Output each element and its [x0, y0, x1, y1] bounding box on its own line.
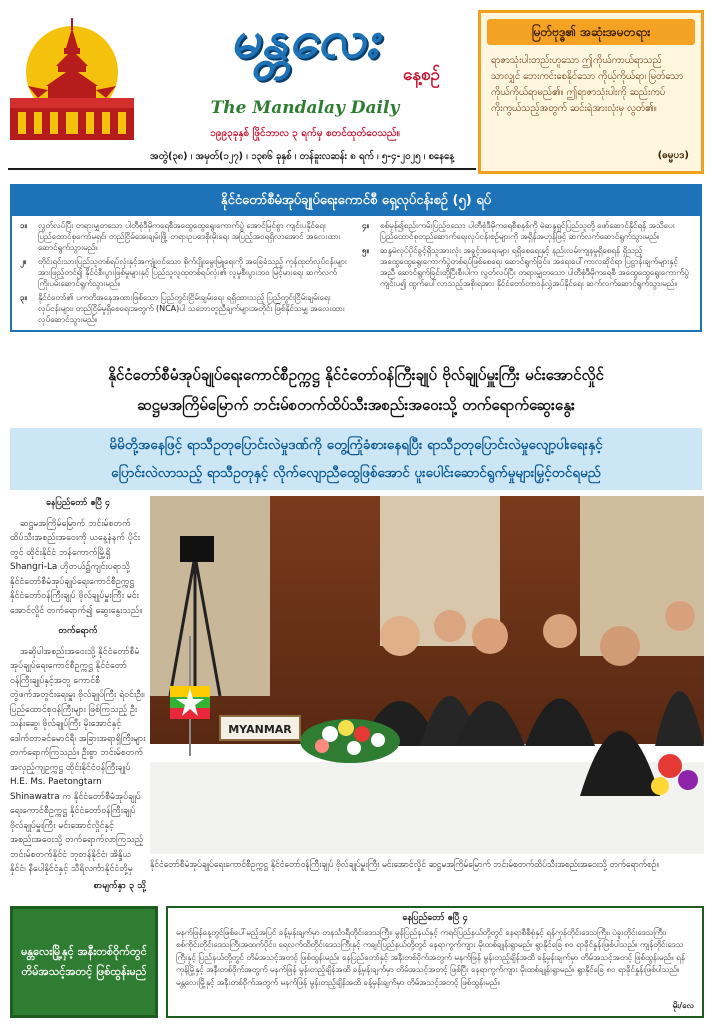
- issue-dateline: အတွဲ(၃၈) ၊ အမှတ်(၁၂၇) ၊ ၁၃၈၆ ခုနှစ် ၊ တန်ခူးလဆန်း ၈ ရက် ၊ ၅-၄-၂၀၂၅ ၊ စနေနေ့: [150, 151, 455, 162]
- objective-number: ၄။: [362, 221, 369, 230]
- objectives-title: နိုင်ငံတော်စီမံအုပ်ချုပ်ရေးကောင်စီ ရှေ့လုပ်ငန်းစဉ် (၅) ရပ်: [12, 186, 700, 216]
- forecast-body: မနက်ဖြန်နေ့တွင်ဖြစ်ပေါ်မည့်အပြင် ခန့်မှန်းချက်မှာ တနင်္သာရီတိုင်းဒေသကြီး၊ မွန်ပြည်နယ်နှင့် ကရင်ပြည်နယ်တို့တွင် နေရာစီစီစုံနှင့် ရန်ကုန်တိုင်းဒေသကြီး၊ ပဲခူးတိုင်းဒေသကြီး၊ စစ်ကိုင်းတိုင်းဒေသကြီးအထက်ပိုင်း၊ ရေလက်ထိတိုင်းဒေသကြီးနှင့် ကချင်ပြည်နယ်တို့တွင် နေရာကွက်ကျား မိုးထစ်ချုန်းရွာမည်။ ရွာနိုင်ခြေ ၈၀ ရာခိုင်နှုန်းဖြစ်ပါသည်။ ကျန်တိုင်းဒေသကြီးနှင့် ပြည်နယ်တို့တွင် တိမ်အသင့်အတင့် ဖြစ်ထွန်းမည်။ နေပြည်တော်နှင့် အနီးတစ်ဝိုက်အတွက် မနက်ဖြန် မွန်းတည့်ချိန်အထိ ခန့်မှန်းချက်မှာ တိမ်အသင့်အတင့် ဖြစ်ထွန်းမည်။ ရန်ကုန်မြို့နှင့် အနီးတစ်ဝိုက်အတွက် မနက်ဖြန် မွန်းတည့်ချိန်အထိ ခန့်မှန်းချက်မှာ တိမ်အသင့်အတင့် ဖြစ်ပြီး နေရာကွက်ကျား မိုးထစ်ချုန်းရွာမည်။ ရွာနိုင်ခြေ ၈၀ ရာခိုင်နှုန်းဖြစ်ပါသည်။ မန္တလေးမြို့နှင့် အနီးတစ်ဝိုက်အတွက် မနက်ဖြန် မွန်းတည့်ချိန်အထိ ခန့်မှန်းချက်မှာ တိမ်အသင့်အတင့် ဖြစ်ထွန်းမည်။: [176, 927, 685, 987]
- main-headline: [0, 360, 712, 420]
- objective-text: ဆန္ဒမဲလုပ်ပိုင်ခွင့်ရှိသူအားလုံး အခွင့်အရေးများ ရရှိစေရေးနှင့် နည်းလမ်းကျနမှုရှိစေရန် ရှိသည့် အထွေထွေရွေးကောက်ပွဲတစ်ရပ်ဖြစ်စေရေး ဆောင်ရွက်ခြင်း၊ အရေးပေါ်ကာလဆိုင်ရာ ပြဋ္ဌာန်းချက်များနှင့်အညီ ဆောင်ရွက်ခြင်းတို့ပြီးစီးပါက လွတ်လပ်ပြီး တရားမျှတသော ပါတီစုံဒီမိုကရေစီ အထွေထွေရွေးကောက်ပွဲကျင်းပ၍ ထွက်ပေါ်လာသည့်အစိုးရအား နိုင်ငံတော်တာဝန်လွှဲအပ်နိုင်ရေး ဆက်လက်ဆောင်ရွက်သွားမည်။: [380, 246, 689, 288]
- article-subheading: တက်ရောက်: [58, 626, 98, 636]
- pagoda-logo-icon: [8, 14, 136, 144]
- objective-item: [362, 245, 692, 289]
- article-continued[interactable]: စာမျက်နှာ ၃ သို့: [93, 881, 146, 891]
- summit-photo: [150, 496, 704, 854]
- notice-source: (ဓမ္မပဒ): [657, 150, 689, 161]
- objective-number: ၁။: [20, 221, 27, 230]
- subhead-line-2: ပြောင်းလဲလာသည့် ရာသီဥတုနှင့် လိုက်လျောညီထွေဖြစ်အောင် ပူးပေါင်းဆောင်ရွက်မှုများမြှင့်တင်ရမည်: [111, 465, 601, 481]
- dhamma-notice-box: [478, 10, 704, 174]
- objective-text: စစ်မှန်၍စည်းကမ်းပြည့်ဝသော ပါတီစုံဒီမိုကရေစီစနစ်ကို မဲဆန္ဒရှင်ပြည်သူတို့ ဖော်ဆောင်နိုင်ရန် အသိပေး ပြည်ထောင်စုတည်ဆောက်ရေးလုပ်ငန်းစဉ်များကို အရှိန်အဟုန်ဖြင့် ဆက်လက်ဆောင်ရွက်သွားမည်။: [380, 221, 675, 241]
- objective-number: ၅။: [362, 246, 369, 255]
- photo-caption: နိုင်ငံတော်စီမံအုပ်ချုပ်ရေးကောင်စီဥက္ကဋ္ဌ နိုင်ငံတော်ဝန်ကြီးချုပ် ဗိုလ်ချုပ်မှူးကြီး မင်းအောင်လှိုင် ဆဋ္ဌမအကြိမ်မြောက် ဘင်းမ်စတက်ထိပ်သီးအစည်းအဝေးသို့ တက်ရောက်စဉ်။: [150, 859, 659, 869]
- weather-highlight-box: မန္တလေးမြို့နှင့် အနီးတစ်ဝိုက်တွင် တိမ်အသင့်အတင့် ဖြစ်ထွန်းမည်: [10, 906, 158, 1018]
- objective-text: လွတ်လပ်ပြီး တရားမျှတသော ပါတီစုံဒီမိုကရေစီအထွေထွေရွေးကောက်ပွဲ အောင်မြင်စွာ ကျင်းပနိုင်ရေး ပြည်ထောင်စုကော်မရှင်၊ တည်ငြိမ်အေးချမ်းဖြို့ တရားဥပဒေစိုးမိုးရေး အပြည့်အဝရရှိလာအောင် အလေးထားဆောင်ရွက်သွားမည်။: [38, 221, 341, 252]
- english-title: The Mandalay Daily: [210, 98, 400, 118]
- myanmar-nameplate: MYANMAR: [228, 723, 292, 736]
- title-area: [140, 8, 470, 168]
- objective-item: [20, 220, 350, 253]
- established-line: ၁၉၉၃ခုနှစ် ဖြိုင်ဘာလ ၃ ရက်မှ စတင်ထုတ်ဝေသည်။: [210, 128, 400, 139]
- newspaper-subtitle: နေ့စဉ်: [402, 65, 440, 85]
- divider: [8, 168, 476, 170]
- objective-text: တိုင်းရင်းသားပြည်သူတစ်ရပ်လုံးနှင့်အကျုံးဝင်သော စိုက်ပျိုးမွေးမြူရေးကို အခြေခံသည့် ကုန်ထုတ်လုပ်ငန်းများ အားဖြည့်တင်၍ နိုင်ငံစီးပွားဖြစ်မှုများနှင့် ပြည်သူလူထုတစ်ရပ်လုံး၏ လူမှုစီးပွားဘဝ မြင့်မားရေး ဆက်လက်ကြိုးပမ်းဆောင်ရွက်သွားမည်။: [38, 257, 347, 288]
- objective-number: ၃။: [20, 293, 27, 302]
- objective-text: နိုင်ငံတော်၏ ပကတိအနေအထားဖြစ်သော ပြည်တွင်းငြိမ်းချမ်းရေး ရရှိထားသည့် ပြည်တွင်းငြိမ်းချမ်းရေးလုပ်ငန်းများ၊ တည်ငြိမ်မှုရှိစေရေးအတွက် (NCA)ပါ သဘောတူညီချက်များအတိုင်း ဖြစ်နိုင်သမျှ အလေးထား လုပ်ဆောင်သွားမည်။: [38, 293, 345, 324]
- newspaper-title: မန္တလေး: [230, 10, 380, 70]
- weather-forecast-box: [166, 906, 704, 1018]
- subheadline-banner: [10, 428, 702, 490]
- objectives-right-column: [362, 220, 692, 328]
- headline-line-2: ဆဋ္ဌမအကြိမ်မြောက် ဘင်းမ်စတက်ထိပ်သီးအစည်းအဝေးသို့ တက်ရောက်ဆွေးနွေး: [137, 396, 575, 414]
- flower-arrangement-icon: [300, 719, 400, 763]
- article-column: [10, 496, 146, 894]
- objective-item: [20, 256, 350, 289]
- notice-heading: မြတ်ဗုဒ္ဓ၏ အဆုံးအမတရား: [487, 19, 695, 45]
- forecast-heading: နေပြည်တော် ဧပြီ ၄: [402, 913, 468, 923]
- masthead: [0, 0, 712, 175]
- notice-body: ရာဇာသုံးပါးတည်းဟူသော ဤကိုယ်ကာယ်ရာသည် သာလျှင် ဘေးကင်းစေနိုင်သော ကိုယ့်ကိုယ်ရာ၊ မြတ်သော ကိုယ်ကိုယ်ရာမည်၏။ ဤရာဇာသုံးပါးကို ဆည်းကပ်ကိုးကွယ်သည့်အတွက် ဆင်းရဲအားလုံးမှ လွတ်၏။: [491, 55, 684, 114]
- forecast-signature: မိုး/လေ: [672, 1000, 694, 1010]
- objectives-box: [10, 184, 702, 332]
- subhead-line-1: မိမိတို့အနေဖြင့် ရာသီဥတုပြောင်းလဲမှုဒဏ်ကို တွေ့ကြုံခံစားနေရပြီး ရာသီဥတုပြောင်းလဲမှုလျော့ပါးရေးနှင့်: [109, 437, 603, 453]
- objective-item: [20, 292, 350, 325]
- headline-line-1: နိုင်ငံတော်စီမံအုပ်ချုပ်ရေးကောင်စီဥက္ကဋ္ဌ နိုင်ငံတော်ဝန်ကြီးချုပ် ဗိုလ်ချုပ်မှူးကြီး မင်းအောင်လှိုင်: [108, 366, 604, 384]
- article-dateline: နေပြည်တော် ဧပြီ ၄: [46, 498, 110, 508]
- article-paragraph: ဆဋ္ဌမအကြိမ်မြောက် ဘင်းမ်စတက်ထိပ်သီးအစည်းအဝေးကို ယနေ့နံနက် ပိုင်းတွင် ထိုင်းနိုင်ငံ ဘန်ကောက်မြို့ရှိ Shangri-La ဟိုတယ်၌ကျင်းပရာသို့ နိုင်ငံတော်စီမံအုပ်ချုပ်ရေးကောင်စီဥက္ကဋ္ဌ နိုင်ငံတော်ဝန်ကြီးချုပ် ဗိုလ်ချုပ်မှူးကြီး မင်းအောင်လှိုင် တက်ရောက်၍ ဆွေးနွေးသည်။: [10, 518, 143, 616]
- objectives-left-column: [20, 220, 350, 328]
- objective-item: [362, 220, 692, 242]
- objective-number: ၂။: [20, 257, 27, 266]
- article-paragraph: အဆိုပါအစည်းအဝေးသို့ နိုင်ငံတော်စီမံအုပ်ချုပ်ရေးကောင်စီဥက္ကဋ္ဌ နိုင်ငံတော်ဝန်ကြီးချုပ်နှင့်အတူ ကောင်စီတွဲဖက်အတွင်းရေးမှူး ဗိုလ်ချုပ်ကြီး ရဲဝင်းဦး၊ ပြည်ထောင်စုဝန်ကြီးများ ဖြစ်ကြသည့် ဦးသန်းဆွေ၊ ဗိုလ်ချုပ်ကြီး မိုးအောင်နှင့် ဒေါက်တာခင်မောင်ရီ၊ အခြားအရာရှိကြီးများ တက်ရောက်ကြသည်။ ဦးစွာ ဘင်းမ်စတက်အလှည့်ကျဥက္ကဋ္ဌ ထိုင်းနိုင်ငံဝန်ကြီးချုပ် H.E. Ms. Paetongtarn Shinawatra က နိုင်ငံတော်စီမံအုပ်ချုပ်ရေးကောင်စီဥက္ကဋ္ဌ နိုင်ငံတော်ဝန်ကြီးချုပ် ဗိုလ်ချုပ်မှူးကြီး မင်းအောင်လှိုင်နှင့် အစည်းအဝေးသို့ တက်ရောက်လာကြသည့် ဘင်းမ်စတက်နိုင်ငံ ဘုတန်နိုင်ငံ၊ အိန္ဒိယနိုင်ငံ၊ နီပေါနိုင်ငံနှင့် သီရိလင်္ကာနိုင်ငံတို့မှ: [10, 646, 146, 874]
